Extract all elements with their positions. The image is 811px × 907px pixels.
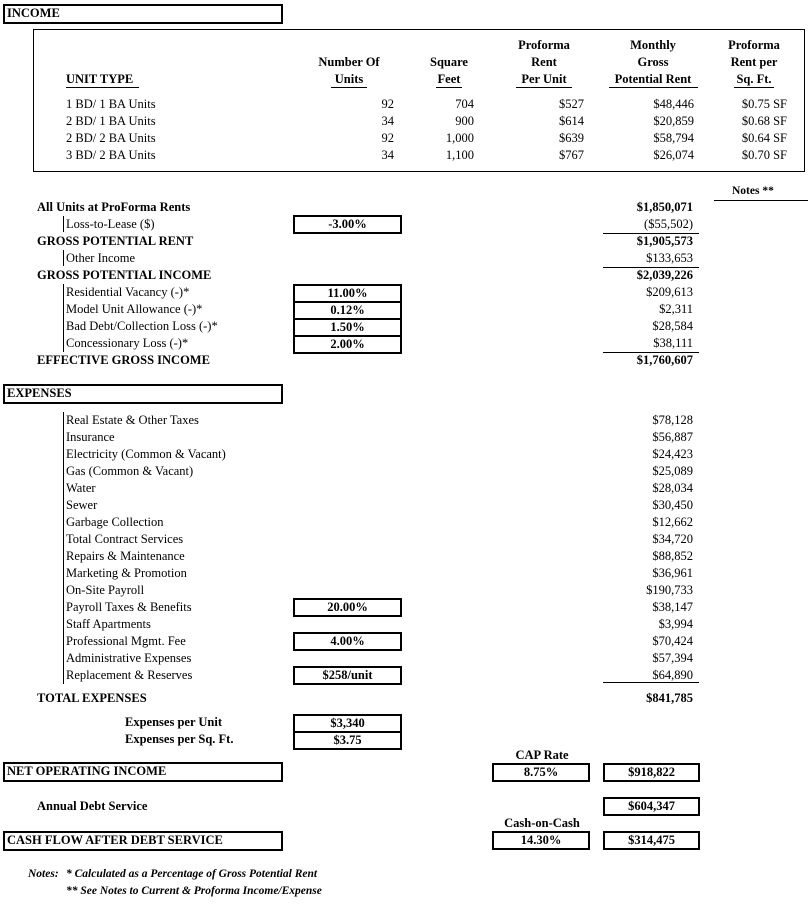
rent-cell: $767 bbox=[559, 148, 584, 162]
monthly-header-3: Potential Rent bbox=[614, 72, 692, 86]
total-expenses-label: TOTAL EXPENSES bbox=[37, 691, 147, 705]
expense-value: $3,994 bbox=[658, 617, 693, 631]
units-cell: 92 bbox=[381, 97, 394, 111]
egi-label: EFFECTIVE GROSS INCOME bbox=[37, 353, 210, 367]
persf-cell: $0.64 SF bbox=[741, 131, 787, 145]
expenses-per-unit-value: $3,340 bbox=[293, 714, 402, 733]
monthly-cell: $26,074 bbox=[653, 148, 694, 162]
expenses-per-sqft-value: $3.75 bbox=[293, 731, 402, 750]
monthly-header-2: Gross bbox=[637, 55, 669, 69]
expense-label: Insurance bbox=[66, 430, 115, 444]
rent-cell: $614 bbox=[559, 114, 584, 128]
persf-header-2: Rent per bbox=[730, 55, 778, 69]
debt-service-label: Annual Debt Service bbox=[37, 799, 148, 813]
gpi-label: GROSS POTENTIAL INCOME bbox=[37, 268, 212, 282]
concessionary-label: Concessionary Loss (-)* bbox=[66, 336, 189, 350]
gpr-label: GROSS POTENTIAL RENT bbox=[37, 234, 194, 248]
cash-flow-value: $314,475 bbox=[603, 831, 700, 850]
cash-on-cash-label: Cash-on-Cash bbox=[504, 816, 580, 830]
expense-label: Professional Mgmt. Fee bbox=[66, 634, 186, 648]
expense-label: Replacement & Reserves bbox=[66, 668, 193, 682]
expenses-bracket bbox=[63, 412, 64, 684]
persf-header-underline bbox=[734, 87, 774, 88]
expenses-per-sqft-label: Expenses per Sq. Ft. bbox=[125, 732, 234, 746]
all-units-value: $1,850,071 bbox=[636, 200, 693, 214]
payroll-taxes-pct: 20.00% bbox=[293, 598, 402, 617]
expense-value: $70,424 bbox=[652, 634, 693, 648]
reserves-pct: $258/unit bbox=[293, 666, 402, 685]
expense-label: Sewer bbox=[66, 498, 98, 512]
vacancy-bracket bbox=[63, 284, 64, 352]
expense-label: Repairs & Maintenance bbox=[66, 549, 185, 563]
model-unit-value: $2,311 bbox=[659, 302, 693, 316]
expense-value: $25,089 bbox=[652, 464, 693, 478]
expense-label: Payroll Taxes & Benefits bbox=[66, 600, 192, 614]
cash-on-cash-value: 14.30% bbox=[492, 831, 590, 850]
egi-value: $1,760,607 bbox=[636, 353, 693, 367]
model-unit-label: Model Unit Allowance (-)* bbox=[66, 302, 203, 316]
expenses-per-unit-label: Expenses per Unit bbox=[125, 715, 223, 729]
vacancy-label: Residential Vacancy (-)* bbox=[66, 285, 190, 299]
expense-value: $88,852 bbox=[652, 549, 693, 563]
expense-value: $36,961 bbox=[652, 566, 693, 580]
vacancy-pct: 11.00% bbox=[293, 284, 402, 303]
persf-cell: $0.70 SF bbox=[741, 148, 787, 162]
unit-type-cell: 3 BD/ 2 BA Units bbox=[66, 148, 156, 162]
bad-debt-value: $28,584 bbox=[652, 319, 693, 333]
expense-label: Staff Apartments bbox=[66, 617, 151, 631]
expense-value: $30,450 bbox=[652, 498, 693, 512]
sqft-cell: 704 bbox=[455, 97, 474, 111]
income-header-label: INCOME bbox=[7, 6, 60, 20]
loss-to-lease-value: ($55,502) bbox=[644, 217, 693, 231]
all-units-label: All Units at ProForma Rents bbox=[37, 200, 191, 214]
expense-label: Administrative Expenses bbox=[66, 651, 192, 665]
units-cell: 34 bbox=[381, 148, 394, 162]
rent-cell: $527 bbox=[559, 97, 584, 111]
sqft-cell: 1,100 bbox=[445, 148, 474, 162]
cash-flow-label: CASH FLOW AFTER DEBT SERVICE bbox=[7, 833, 223, 847]
footnote-line-2: ** See Notes to Current & Proforma Income/Expense bbox=[66, 885, 322, 897]
monthly-header-underline bbox=[609, 87, 698, 88]
noi-label-box bbox=[3, 762, 283, 782]
expense-value: $28,034 bbox=[652, 481, 693, 495]
footnote-line-1: * Calculated as a Percentage of Gross Potential Rent bbox=[66, 868, 318, 880]
rent-header-1: Proforma bbox=[518, 38, 570, 52]
persf-cell: $0.68 SF bbox=[741, 114, 787, 128]
other-income-label: Other Income bbox=[66, 251, 136, 265]
income-section-header bbox=[3, 4, 283, 24]
notes-label: Notes ** bbox=[732, 185, 774, 197]
expense-value: $190,733 bbox=[646, 583, 693, 597]
units-header-underline bbox=[331, 87, 367, 88]
expenses-header-label: EXPENSES bbox=[7, 386, 72, 400]
model-unit-pct: 0.12% bbox=[293, 301, 402, 320]
loss-to-lease-label: Loss-to-Lease ($) bbox=[66, 217, 155, 231]
cash-flow-label-box bbox=[3, 831, 283, 851]
sqft-header-1: Square bbox=[430, 55, 468, 69]
concessionary-value: $38,111 bbox=[653, 336, 693, 350]
expenses-underline bbox=[603, 682, 699, 683]
other-income-value: $133,653 bbox=[646, 251, 693, 265]
sqft-cell: 900 bbox=[455, 114, 474, 128]
other-income-bracket bbox=[63, 250, 64, 266]
monthly-cell: $48,446 bbox=[653, 97, 694, 111]
expense-value: $38,147 bbox=[652, 600, 693, 614]
gpi-value: $2,039,226 bbox=[636, 268, 693, 282]
expense-label: Electricity (Common & Vacant) bbox=[66, 447, 226, 461]
monthly-cell: $20,859 bbox=[653, 114, 694, 128]
rent-header-3: Per Unit bbox=[521, 72, 567, 86]
noi-value: $918,822 bbox=[603, 763, 700, 782]
monthly-cell: $58,794 bbox=[653, 131, 694, 145]
expense-label: Water bbox=[66, 481, 96, 495]
expense-value: $56,887 bbox=[652, 430, 693, 444]
gpr-value: $1,905,573 bbox=[636, 234, 693, 248]
debt-service-value: $604,347 bbox=[603, 797, 700, 816]
unit-type-cell: 2 BD/ 2 BA Units bbox=[66, 131, 156, 145]
rent-header-underline bbox=[516, 87, 572, 88]
units-cell: 92 bbox=[381, 131, 394, 145]
unit-type-cell: 1 BD/ 1 BA Units bbox=[66, 97, 156, 111]
cap-rate-label: CAP Rate bbox=[515, 748, 569, 762]
units-cell: 34 bbox=[381, 114, 394, 128]
mgmt-fee-pct: 4.00% bbox=[293, 632, 402, 651]
concessionary-pct: 2.00% bbox=[293, 335, 402, 354]
units-header-2: Units bbox=[334, 72, 364, 86]
unit-mix-table bbox=[33, 29, 805, 172]
expense-value: $34,720 bbox=[652, 532, 693, 546]
expense-label: On-Site Payroll bbox=[66, 583, 145, 597]
sqft-cell: 1,000 bbox=[445, 131, 474, 145]
expense-label: Gas (Common & Vacant) bbox=[66, 464, 194, 478]
expense-label: Real Estate & Other Taxes bbox=[66, 413, 199, 427]
expense-value: $64,890 bbox=[652, 668, 693, 682]
loss-to-lease-pct: -3.00% bbox=[293, 215, 402, 234]
sqft-header-2: Feet bbox=[437, 72, 461, 86]
monthly-header-1: Monthly bbox=[630, 38, 676, 52]
sqft-header-underline bbox=[436, 87, 462, 88]
loss-bracket bbox=[63, 216, 64, 232]
vacancy-value: $209,613 bbox=[646, 285, 693, 299]
persf-cell: $0.75 SF bbox=[741, 97, 787, 111]
expense-value: $78,128 bbox=[652, 413, 693, 427]
expense-label: Garbage Collection bbox=[66, 515, 164, 529]
bad-debt-pct: 1.50% bbox=[293, 318, 402, 337]
rent-header-2: Rent bbox=[531, 55, 557, 69]
expense-value: $12,662 bbox=[652, 515, 693, 529]
expenses-section-header bbox=[3, 384, 283, 404]
cap-rate-value: 8.75% bbox=[492, 763, 590, 782]
rent-cell: $639 bbox=[559, 131, 584, 145]
persf-header-1: Proforma bbox=[728, 38, 780, 52]
units-header-1: Number Of bbox=[318, 55, 380, 69]
expense-label: Marketing & Promotion bbox=[66, 566, 187, 580]
total-expenses-value: $841,785 bbox=[646, 691, 693, 705]
expense-label: Total Contract Services bbox=[66, 532, 184, 546]
footnote-prefix: Notes: bbox=[28, 868, 59, 880]
persf-header-3: Sq. Ft. bbox=[736, 72, 772, 86]
bad-debt-label: Bad Debt/Collection Loss (-)* bbox=[66, 319, 218, 333]
unit-type-cell: 2 BD/ 1 BA Units bbox=[66, 114, 156, 128]
expense-value: $57,394 bbox=[652, 651, 693, 665]
notes-underline bbox=[714, 200, 808, 201]
unit-type-header-underline bbox=[66, 87, 139, 88]
expense-value: $24,423 bbox=[652, 447, 693, 461]
noi-label: NET OPERATING INCOME bbox=[7, 764, 167, 778]
unit-type-header: UNIT TYPE bbox=[66, 72, 134, 86]
